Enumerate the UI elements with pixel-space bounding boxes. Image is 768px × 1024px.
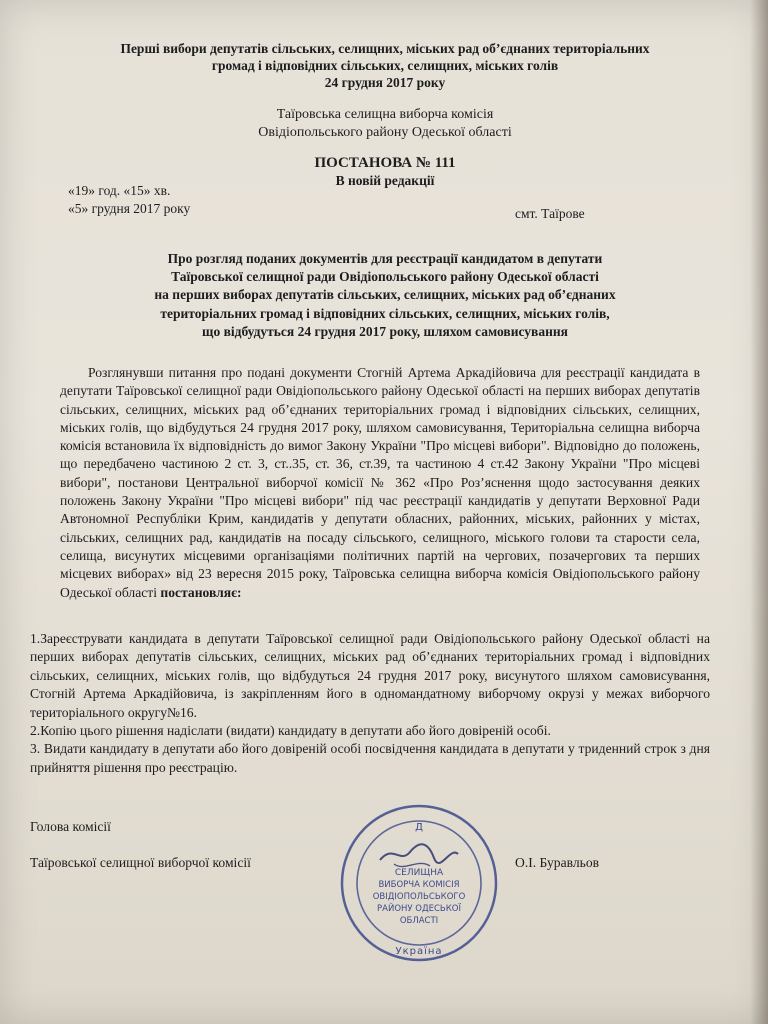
body-paragraph — [60, 364, 700, 602]
signature-flourish-icon — [394, 863, 430, 866]
decree-place: смт. Таїрове — [515, 206, 585, 221]
header-line-2: громад і відповідних сільських, селищних, міських голів — [211, 58, 559, 73]
commission-line-1: Таїровська селищна виборча комісія — [276, 107, 494, 122]
signature-role-line-2: Таїровської селищної виборчої комісії — [30, 855, 251, 870]
header-line-3: 24 грудня 2017 року — [324, 75, 446, 90]
header-line-1: Перші вибори депутатів сільських, селищних, міських рад об’єднаних територіальних — [120, 41, 650, 56]
subject-line-4: територіальних громад і відповідних сільських, селищних, міських голів, — [160, 305, 610, 321]
resolution-item-1: 1.Зареєструвати кандидата в депутати Таїровської селищної ради Овідіопольського району Одеської області на перших виборах депутатів сільських, селищних, міських рад об’єднаних територіальних громад і відповідних сільських, селищних, міських голів, що відбудуться 24 грудня 2017 року, висунутого шляхом самовисування, Стогній Артема Аркадійовича, із закріпленням його в одномандатному виборчому окрузі у межах виборчого територіального округу№16. — [30, 631, 710, 720]
body-resolves: постановляє: — [160, 584, 242, 600]
decree-subtitle: В новій редакції — [335, 173, 435, 188]
stamp-bottom-text: Україна — [395, 946, 443, 957]
official-stamp — [338, 802, 500, 964]
body-text: Розглянувши питання про подані документи Стогній Артема Аркадійовича для реєстрації кандидата в депутати Таїровської селищної ради Овідіопольського району Одеської області на перших виборах депутатів сільських, селищних, міських рад об’єднаних територіальних громад і відповідних сільських, селищних, міських голів, що відбудуться 24 грудня 2017 року, шляхом самовисування, Територіальна селищна виборча комісія встановила їх відповідність до вимог Закону України "Про місцеві вибори". Відповідно до положень, що передбачено частиною 2 ст. 3, ст..35, ст. 36, ст.39, та частиною 4 ст.42 Закону України "Про місцеві вибори", постанови Центральної виборчої комісії № 362 «Про Роз’яснення щодо застосування деяких положень Закону України "Про місцеві вибори" під час реєстрації кандидатів у депутати Верховної Ради Автономної Республіки Крим, кандидатів у депутати обласних, районних, міських, районних у містах, сільських, селищних рад, кандидатів на посаду сільського, селищного, міського голови та старости села, селища, висунутих місцевими організаціями політичних партій на чергових, позачергових та перших місцевих виборах» від 23 вересня 2015 року, Таїровська селищна виборча комісія Овідіопольського району Одеської області — [60, 365, 700, 600]
subject-line-5: що відбудуться 24 грудня 2017 року, шляхом самовисування — [202, 323, 568, 339]
decree-subject — [85, 250, 685, 341]
subject-line-3: на перших виборах депутатів сільських, селищних, міських рад об’єднаних — [154, 287, 616, 303]
handwritten-signature-icon — [380, 844, 458, 863]
stamp-line-5: ОБЛАСТІ — [399, 916, 439, 926]
stamp-line-1: СЕЛИЩНА — [394, 868, 444, 878]
subject-line-2: Таїровської селищної ради Овідіопольського району Одеської області — [171, 269, 599, 285]
resolution-items — [30, 630, 710, 777]
subject-line-1: Про розгляд поданих документів для реєстрації кандидатом в депутати — [167, 251, 603, 266]
signature-name: О.І. Буравльов — [515, 855, 600, 870]
stamp-line-3: ОВІДІОПОЛЬСЬКОГО — [372, 892, 466, 902]
stamp-line-2: ВИБОРЧА КОМІСІЯ — [378, 880, 460, 890]
resolution-item-2: 2.Копію цього рішення надіслати (видати) кандидату в депутати або його довіреній особі. — [30, 723, 551, 739]
stamp-top-letter: Д — [415, 822, 423, 833]
commission-line-2: Овідіопольського району Одеської області — [258, 125, 512, 140]
stamp-line-4: РАЙОНУ ОДЕСЬКОЇ — [377, 904, 461, 914]
resolution-item-3: 3. Видати кандидату в депутати або його довіреній особі посвідчення кандидата в депутати у триденний строк з дня прийняття рішення про реєстрацію. — [30, 741, 710, 775]
signature-role — [30, 818, 251, 872]
election-header — [60, 40, 710, 91]
page-edge-shadow — [750, 0, 768, 1024]
decree-date: «5» грудня 2017 року — [68, 201, 191, 216]
decree-time: «19» год. «15» хв. — [68, 183, 171, 198]
commission-name — [60, 106, 710, 142]
signature-role-line-1: Голова комісії — [30, 819, 111, 834]
decree-title: ПОСТАНОВА № 111 — [314, 155, 456, 171]
